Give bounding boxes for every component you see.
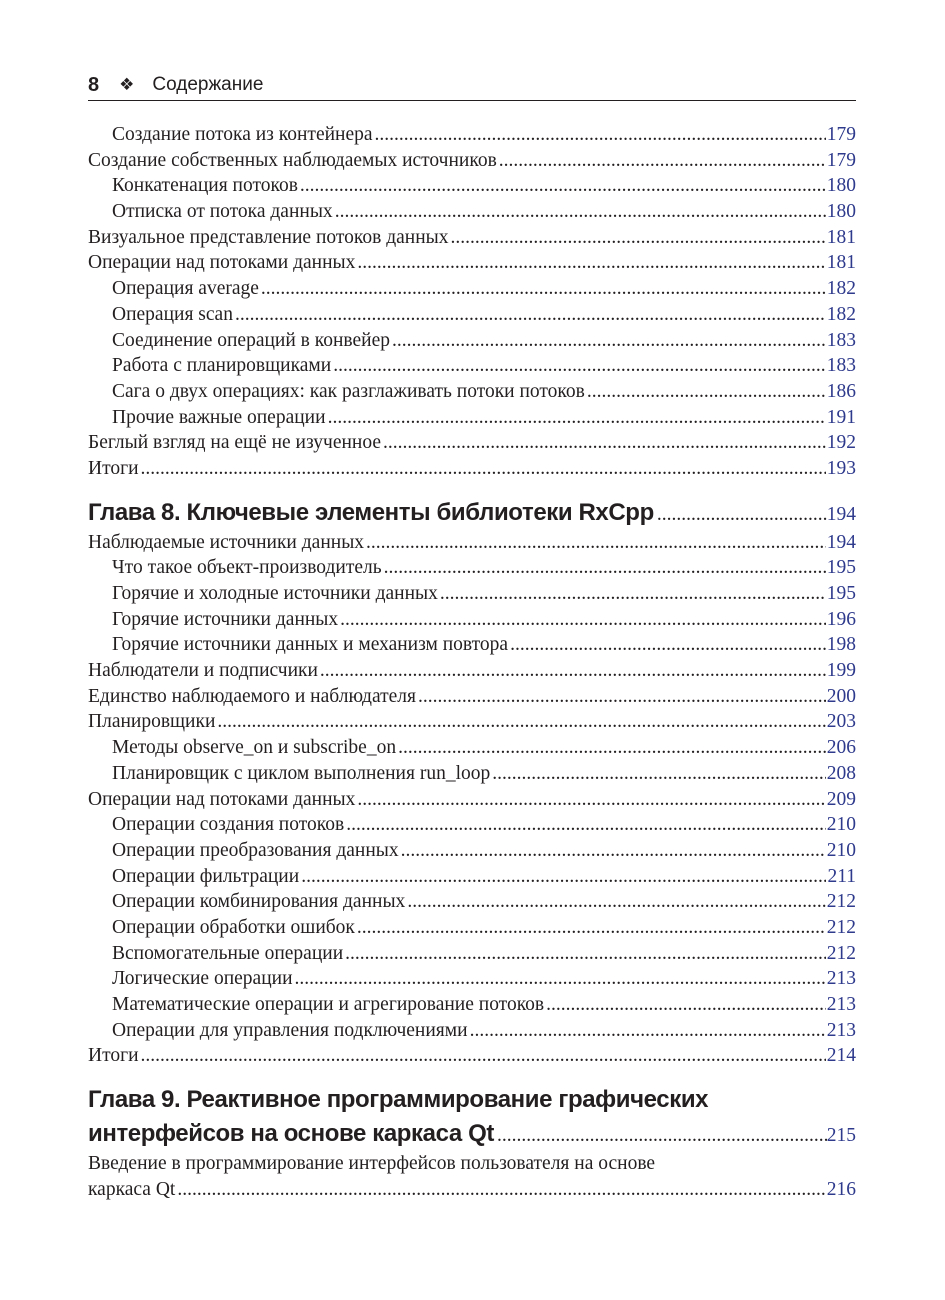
toc-entry-title: Сага о двух операциях: как разглаживать потоки потоков [112,379,587,405]
toc-entry-title: Операции создания потоков [112,812,346,838]
toc-entry-title: Конкатенация потоков [112,173,300,199]
toc-entry[interactable] [88,607,856,633]
leader-dots [407,889,825,915]
toc-entry-page: 191 [826,406,856,428]
toc-entry[interactable] [88,456,856,482]
toc-entry-page: 200 [826,685,856,707]
chapter-page: 215 [826,1125,856,1147]
toc-entry[interactable] [88,250,856,276]
leader-dots [383,430,826,456]
toc-entry[interactable] [88,148,856,174]
toc-entry-title: Планировщик с циклом выполнения run_loop [112,761,492,787]
toc-entry-title: Единство наблюдаемого и наблюдателя [88,684,418,710]
toc-entry-title: Что такое объект-производитель [112,555,384,581]
toc-entry-page: 213 [826,968,856,990]
leader-dots [499,148,826,174]
leader-dots [587,379,826,405]
leader-dots [401,838,826,864]
toc-entry[interactable] [88,1177,856,1203]
toc-entry-page: 206 [826,737,856,759]
toc-entry-page: 199 [826,660,856,682]
toc-entry[interactable] [88,658,856,684]
toc-entry[interactable] [88,787,856,813]
toc-entry-title: каркаса Qt [88,1177,177,1203]
leader-dots [657,498,827,530]
toc-entry-title: Прочие важные операции [112,405,328,431]
toc-entry-title: Создание собственных наблюдаемых источников [88,148,499,174]
toc-entry-page: 211 [827,865,856,887]
toc-entry-title: Горячие источники данных [112,607,340,633]
toc-entry[interactable] [88,838,856,864]
toc-entry-title: Горячие источники данных и механизм повтора [112,632,510,658]
toc-entry-title: Операции над потоками данных [88,787,357,813]
toc-entry[interactable] [88,864,856,890]
toc-entry-title: Наблюдаемые источники данных [88,530,366,556]
toc-entry-page: 212 [826,916,856,938]
leader-dots [235,302,826,328]
toc-entry-page: 216 [826,1178,856,1200]
chapter-title: Глава 8. Ключевые элементы библиотеки RxCpp [88,498,654,526]
leader-dots [398,735,826,761]
toc-entry-page: 183 [826,355,856,377]
toc-entry[interactable] [88,405,856,431]
leader-dots [340,607,826,633]
leader-dots [301,864,826,890]
leader-dots [177,1177,825,1203]
toc-entry[interactable] [88,1018,856,1044]
toc-entry-page: 194 [826,531,856,553]
leader-dots [510,632,826,658]
leader-dots [335,199,826,225]
toc-entry[interactable] [88,735,856,761]
toc-entry-title: Итоги [88,456,141,482]
toc-entry[interactable] [88,761,856,787]
toc-entry-title: Наблюдатели и подписчики [88,658,320,684]
leader-dots [333,353,826,379]
toc-entry-title: Математические операции и агрегирование потоков [112,992,546,1018]
toc-entry[interactable] [88,555,856,581]
running-header [88,70,856,101]
chapter-9-entry[interactable] [88,1117,856,1151]
toc-entry-title: Операция scan [112,302,235,328]
toc-entry[interactable] [88,379,856,405]
toc-entry-page: 181 [826,252,856,274]
toc-entry[interactable] [88,199,856,225]
toc-entry[interactable] [88,992,856,1018]
leader-dots [217,709,825,735]
toc-entry-title: Итоги [88,1043,141,1069]
toc-entry-page: 179 [826,124,856,145]
toc-entry-title: Методы observe_on и subscribe_on [112,735,398,761]
toc-entry-page: 182 [826,278,856,300]
toc-entry[interactable] [88,328,856,354]
leader-dots [320,658,826,684]
toc-entry-page: 210 [826,814,856,836]
toc-entry[interactable] [88,915,856,941]
toc-entry-title: Операции преобразования данных [112,838,401,864]
toc-entry[interactable] [88,1043,856,1069]
toc-entry-page: 193 [826,457,856,479]
toc-entry-page: 183 [826,329,856,351]
leader-dots [357,915,826,941]
leader-dots [295,966,826,992]
leader-dots [392,328,826,354]
toc-entry-page: 196 [826,608,856,630]
toc-entry-page: 214 [826,1045,856,1067]
leader-dots [384,555,826,581]
toc-entry[interactable] [88,581,856,607]
toc-entry[interactable] [88,173,856,199]
toc-entry-title: Операции обработки ошибок [112,915,357,941]
toc-entry-title: Вспомогательные операции [112,941,345,967]
toc-entry[interactable] [88,684,856,710]
toc-entry[interactable] [88,632,856,658]
toc-entry-page: 179 [826,149,856,171]
toc-entry-page: 213 [826,1019,856,1041]
toc-entry-title: Отписка от потока данных [112,199,335,225]
toc-entry[interactable] [88,225,856,251]
toc-entry-page: 180 [826,175,856,197]
toc-entry-line1[interactable]: Введение в программирование интерфейсов пользователя на основе [88,1153,656,1175]
leader-dots [492,761,826,787]
ornament-icon: ❖ [119,75,135,94]
toc-section-b [88,530,856,1069]
toc-entry[interactable] [88,276,856,302]
toc-entry-title: Визуальное представление потоков данных [88,225,451,251]
toc-entry[interactable] [88,353,856,379]
leader-dots [328,405,826,431]
toc-entry-title: Планировщики [88,709,217,735]
running-title: Содержание [152,74,264,95]
toc-entry-page: 208 [826,762,856,784]
toc-entry-page: 203 [826,711,856,733]
toc-entry-title: Создание потока из контейнера [112,122,375,148]
leader-dots [346,812,826,838]
leader-dots [141,1043,826,1069]
toc-entry-page: 198 [826,634,856,656]
toc-entry-title: Операции комбинирования данных [112,889,407,915]
toc-entry-page: 192 [826,432,856,454]
leader-dots [357,787,825,813]
toc-entry-page: 209 [826,788,856,810]
toc-entry[interactable] [88,530,856,556]
toc-entry-title: Беглый взгляд на ещё не изученное [88,430,383,456]
leader-dots [470,1018,826,1044]
toc-entry-page: 186 [826,380,856,402]
toc-entry[interactable] [88,941,856,967]
toc-entry-title: Операции над потоками данных [88,250,357,276]
table-of-contents [88,122,856,1202]
leader-dots [261,276,826,302]
toc-entry[interactable] [88,302,856,328]
toc-entry-title: Операции фильтрации [112,864,301,890]
toc-entry[interactable] [88,430,856,456]
leader-dots [375,122,826,148]
chapter-title: интерфейсов на основе каркаса Qt [88,1120,494,1148]
toc-entry-page: 212 [826,891,856,913]
toc-entry-page: 212 [826,942,856,964]
leader-dots [451,225,826,251]
toc-entry[interactable] [88,122,856,148]
leader-dots [300,173,826,199]
toc-entry-page: 210 [826,839,856,861]
leader-dots [418,684,826,710]
leader-dots [497,1119,827,1151]
toc-entry-page: 195 [826,557,856,579]
leader-dots [141,456,826,482]
toc-entry-title: Горячие и холодные источники данных [112,581,440,607]
toc-entry-title: Соединение операций в конвейер [112,328,392,354]
toc-entry-title: Операции для управления подключениями [112,1018,470,1044]
leader-dots [357,250,825,276]
toc-entry-page: 195 [826,583,856,604]
toc-entry-title: Операция average [112,276,261,302]
chapter-9-title-line1[interactable]: Глава 9. Реактивное программирование графических [88,1086,709,1114]
toc-entry-title: Логические операции [112,966,295,992]
chapter-8-entry[interactable] [88,496,856,530]
toc-entry-page: 181 [826,226,856,248]
toc-entry-title: Работа с планировщиками [112,353,333,379]
leader-dots [546,992,826,1018]
toc-entry-page: 180 [826,201,856,223]
toc-entry-page: 213 [826,994,856,1015]
page-number: 8 [88,73,100,96]
leader-dots [366,530,826,556]
toc-entry[interactable] [88,812,856,838]
toc-entry[interactable] [88,966,856,992]
toc-entry-page: 182 [826,303,856,325]
toc-section-a [88,122,856,482]
chapter-page: 194 [826,503,856,525]
toc-entry[interactable] [88,709,856,735]
toc-entry[interactable] [88,889,856,915]
leader-dots [440,581,826,607]
leader-dots [345,941,826,967]
